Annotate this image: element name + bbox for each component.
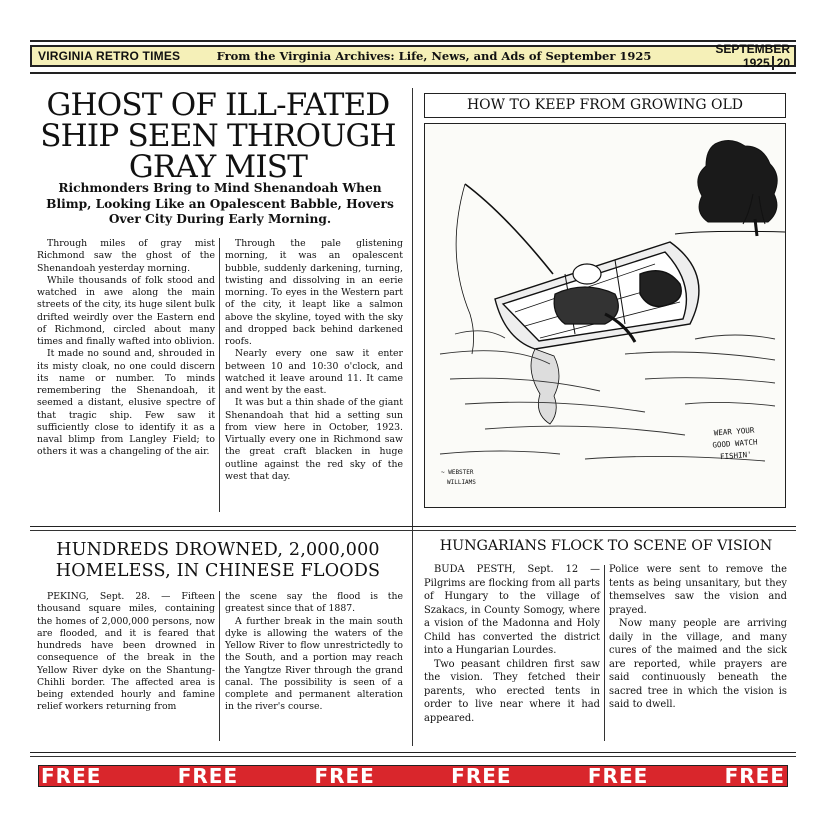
footer-rule-thin (30, 756, 796, 757)
free-word: FREE (41, 764, 102, 788)
hungary-column-2 (609, 563, 787, 712)
caption-line: FISHIN' (719, 449, 752, 462)
free-word: FREE (587, 764, 649, 788)
floods-paragraph: the scene say the flood is the greatest since that of 1887. (225, 591, 403, 615)
hungary-paragraph: BUDA PESTH, Sept. 12 — Pilgrims are flocking from all parts of Hungary to the village of Szakacs, in County Somogy, where a vision of the Madonna and Holy Child has converted the district into a Hungarian Lourdes. (424, 564, 600, 656)
fishing-rod (465, 184, 553, 274)
ghost-column-1 (37, 238, 215, 459)
masthead-tagline: From the Virginia Archives: Life, News, and Ads of September 1925 (216, 49, 652, 63)
caption-line: GOOD WATCH (712, 437, 758, 450)
free-word: FREE (314, 764, 375, 788)
ghost-paragraph: Nearly every one saw it enter between 10 and 10:30 o'clock, and watched it leave around 11. It came and went by the east. (225, 348, 403, 396)
hungary-paragraph: Police were sent to remove the tents as being unsanitary, but they themselves saw the vision and prayed. (609, 564, 787, 616)
artist-signature (441, 469, 476, 486)
section-divider-thin (30, 530, 796, 531)
ghost-deck: Richmonders Bring to Mind Shenandoah When Blimp, Looking Like an Opalescent Babble, Hovers Over City During Early Morning. (46, 181, 394, 227)
hungary-column-1 (424, 563, 600, 725)
svg-text:WILLIAMS: WILLIAMS (447, 479, 476, 486)
floods-headline: HUNDREDS DROWNED, 2,000,000 HOMELESS, IN CHINESE FLOODS (55, 540, 381, 582)
page-number: 20 (772, 56, 790, 70)
cartoon-title: HOW TO KEEP FROM GROWING OLD (424, 93, 786, 118)
free-word: FREE (177, 764, 239, 788)
hungary-paragraph: Two peasant children first saw the vision. They fetched their parents, who erected tents in order to live near where it had appeared. (424, 658, 600, 724)
free-word: FREE (724, 764, 785, 788)
section-divider (30, 526, 796, 527)
footer-rule (30, 752, 796, 753)
ghost-headline: GHOST OF ILL-FATED SHIP SEEN THROUGH GRAY MIST (40, 87, 396, 185)
free-word: FREE (451, 764, 512, 788)
masthead-date-block (666, 42, 794, 70)
hungary-headline: HUNGARIANS FLOCK TO SCENE OF VISION (439, 538, 773, 554)
ghost-paragraph: It made no sound and, shrouded in its misty cloak, no one could discern its name or number. To minds remembering the Shenandoah, it seemed a distant, elusive spectre of that tragic ship. Few saw it sufficiently close to identify it as a naval blimp from Langley Field; to others it was a changeling of the air. (37, 348, 215, 458)
center-column-rule (412, 88, 413, 746)
floods-paragraph: A further break in the main south dyke is allowing the waters of the Yellow River to flow unrestrictedly to the South, and a portion may reach the Yangtze River through the grand canal. The possibility is seen of a complete and permanent alteration in the river's course. (225, 615, 403, 713)
tree-icon (698, 140, 777, 236)
floods-column-1 (37, 591, 215, 714)
shoreline (675, 231, 786, 234)
ghost-paragraph: Through miles of gray mist Richmond saw the ghost of the Shenandoah yesterday morning. (37, 238, 215, 274)
free-banner (38, 765, 788, 787)
masthead-bottom-rule (30, 72, 796, 74)
cartoon-caption (701, 424, 769, 465)
masthead (30, 42, 796, 70)
floods-gutter-rule (219, 591, 220, 741)
reflection (531, 349, 559, 424)
ghost-paragraph: While thousands of folk stood and watched in awe along the main streets of the city, its huge silent bulk drifted weirdly over the Eastern end of Richmond, circled about many times and finally wafted into oblivion. (37, 274, 215, 347)
paper-name: VIRGINIA RETRO TIMES (38, 49, 181, 63)
issue-date: SEPTEMBER 1925 (715, 42, 790, 70)
fishing-line (456, 184, 473, 354)
hungary-gutter-rule (604, 565, 605, 741)
svg-text:~ WEBSTER: ~ WEBSTER (441, 469, 474, 476)
floods-paragraph: PEKING, Sept. 28. — Fifteen thousand square miles, containing the homes of 2,000,000 persons, now are flooded, and it is feared that hundreds have been drowned in consequence of the break in the Yellow River dyke on the Shantung-Chihli border. The affected area is being extended hourly and famine relief workers returning from (37, 591, 215, 713)
ghost-paragraph: Through the pale glistening morning, it was an opalescent bubble, suddenly darkening, turning, twisting and dissolving in an eerie morning. To eyes in the Western part of the city, it leapt like a salmon above the skyline, toyed with the sky and dropped back behind darkened roofs. (225, 238, 403, 347)
ghost-paragraph: It was but a thin shade of the giant Shenandoah that hid a setting sun from view here in October, 1923. Virtually every one in Richmond saw the great craft blacken in huge outline against the red sky of the west that day. (225, 397, 403, 482)
ghost-gutter-rule (219, 238, 220, 512)
hungary-paragraph: Now many people are arriving daily in the village, and many cures of the maimed and the sick are reported, while prayers are said continuously beneath the sacred tree in which the vision is said to dwell. (609, 618, 787, 710)
caption-line: WEAR YOUR (713, 425, 755, 438)
cartoon-illustration (424, 123, 786, 508)
floods-column-2 (225, 591, 403, 714)
ghost-column-2 (225, 238, 403, 483)
